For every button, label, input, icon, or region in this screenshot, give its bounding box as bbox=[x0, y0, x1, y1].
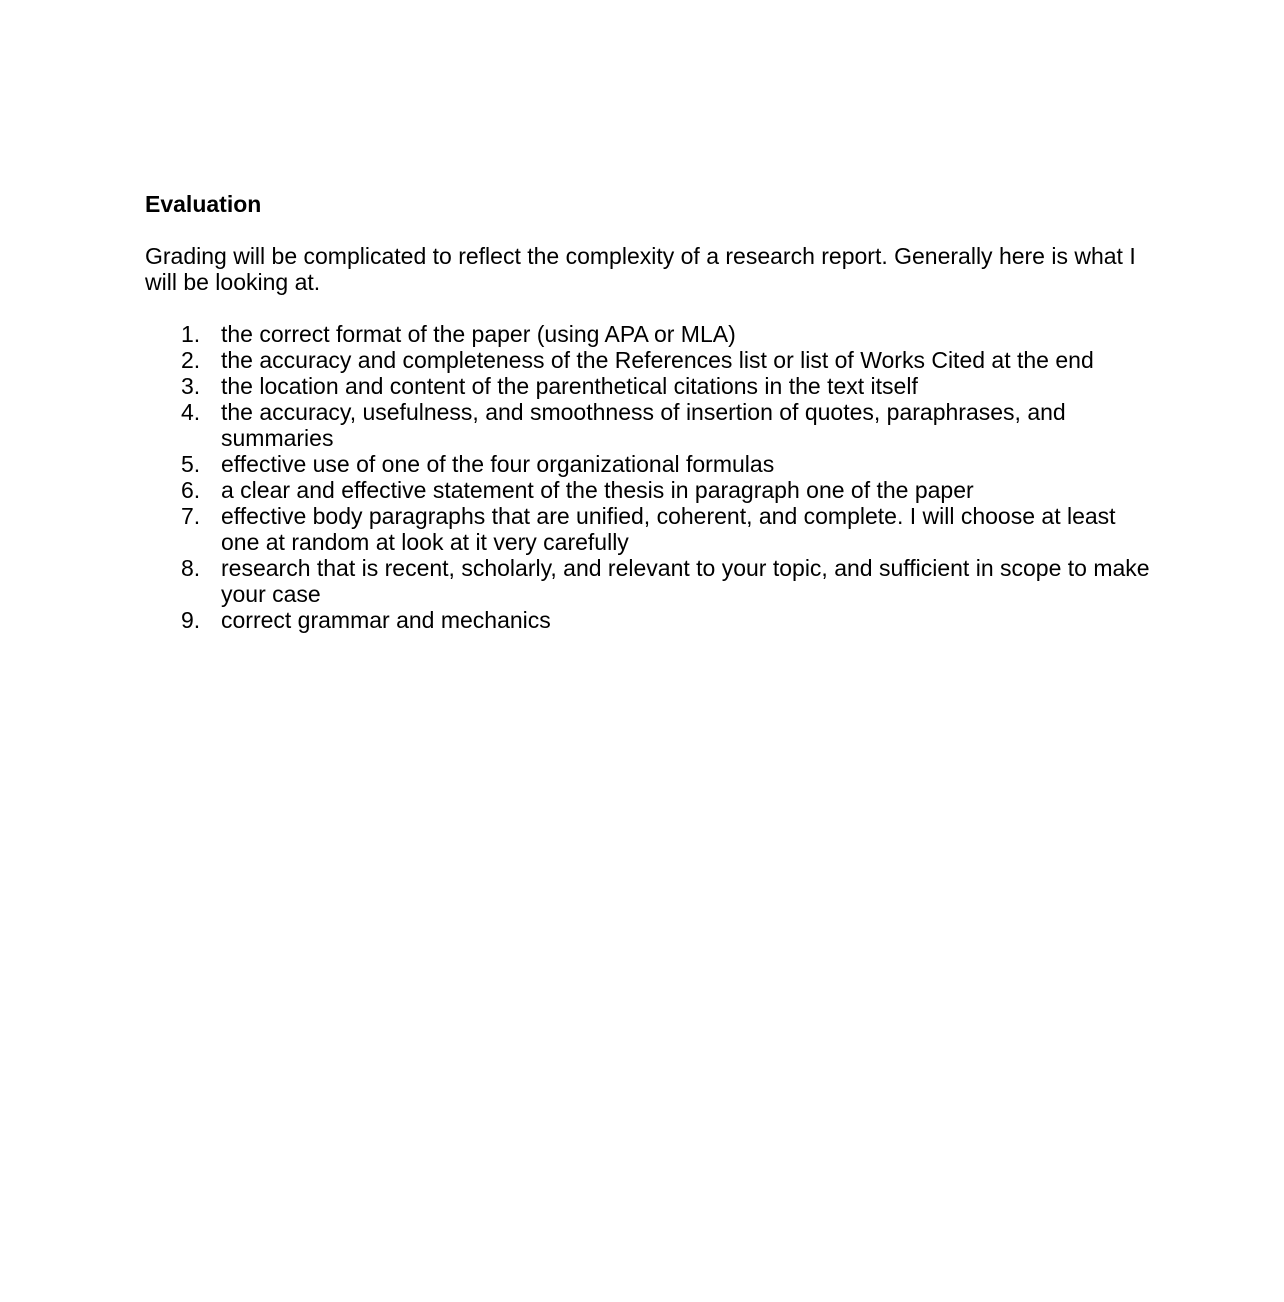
list-item-text: the correct format of the paper (using APA or MLA) bbox=[221, 321, 736, 347]
list-item-text: the accuracy and completeness of the References list or list of Works Cited at the end bbox=[221, 347, 1094, 373]
list-item-number: 3. bbox=[181, 373, 201, 399]
list-item-number: 1. bbox=[181, 321, 201, 347]
list-item-text: research that is recent, scholarly, and relevant to your topic, and sufficient in scope to make your case bbox=[221, 555, 1150, 607]
list-item bbox=[145, 373, 1155, 399]
list-item bbox=[145, 347, 1155, 373]
list-item-text: correct grammar and mechanics bbox=[221, 607, 551, 633]
list-item bbox=[145, 451, 1155, 477]
list-item-text: a clear and effective statement of the thesis in paragraph one of the paper bbox=[221, 477, 974, 503]
list-item-text: effective use of one of the four organizational formulas bbox=[221, 451, 775, 477]
list-item bbox=[145, 555, 1155, 607]
list-item-text: the location and content of the parenthetical citations in the text itself bbox=[221, 373, 918, 399]
list-item-text: effective body paragraphs that are unified, coherent, and complete. I will choose at least one at random at look at it very carefully bbox=[221, 503, 1116, 555]
list-item-text: the accuracy, usefulness, and smoothness of insertion of quotes, paraphrases, and summaries bbox=[221, 399, 1066, 451]
list-item-number: 6. bbox=[181, 477, 201, 503]
list-item bbox=[145, 477, 1155, 503]
list-item-number: 2. bbox=[181, 347, 201, 373]
list-item bbox=[145, 399, 1155, 451]
list-item-number: 8. bbox=[181, 555, 201, 581]
section-heading: Evaluation bbox=[145, 191, 262, 217]
list-item-number: 4. bbox=[181, 399, 201, 425]
document-content bbox=[145, 189, 1155, 633]
intro-paragraph: Grading will be complicated to reflect the complexity of a research report. Generally here is what I will be looking at. bbox=[145, 243, 1136, 295]
list-item bbox=[145, 503, 1155, 555]
list-item bbox=[145, 607, 1155, 633]
list-item-number: 9. bbox=[181, 607, 201, 633]
list-item-number: 5. bbox=[181, 451, 201, 477]
list-item bbox=[145, 321, 1155, 347]
evaluation-criteria-list bbox=[145, 321, 1155, 633]
list-item-number: 7. bbox=[181, 503, 201, 529]
